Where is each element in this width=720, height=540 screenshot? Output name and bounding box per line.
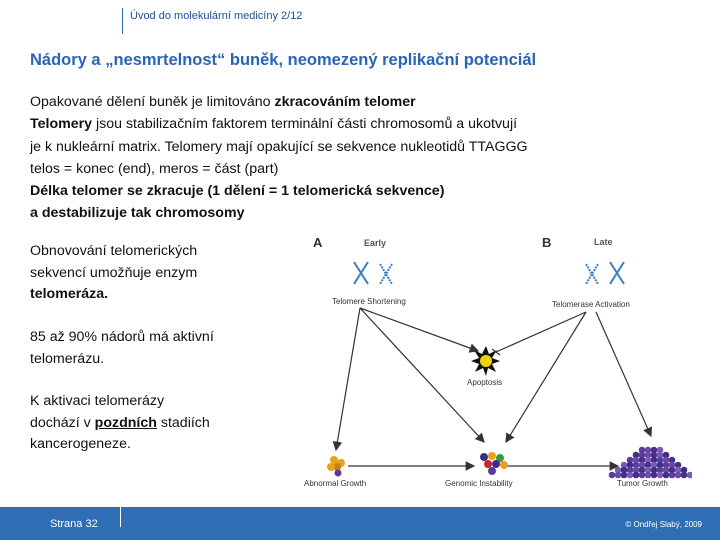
footer-divider <box>120 507 121 527</box>
body-line-4: telos = konec (end), meros = část (part) <box>30 160 279 177</box>
header-divider <box>122 8 123 34</box>
early-chromosomes-icon <box>354 262 392 284</box>
flow-arrows <box>336 308 651 466</box>
copyright-notice: © Ondřej Slabý, 2009 <box>625 520 702 529</box>
genomic-instability-cells-icon <box>480 452 508 475</box>
tumor-growth-label: Tumor Growth <box>617 479 668 488</box>
telomere-cancer-figure <box>296 228 692 494</box>
header-course-title: Úvod do molekulární medicíny 2/12 <box>130 10 303 22</box>
panel-a-label: Early <box>364 238 387 248</box>
abnormal-growth-label: Abnormal Growth <box>304 479 367 488</box>
panel-b-label: Late <box>594 237 613 247</box>
body-line-2: Telomery jsou stabilizačním faktorem terminální části chromosomů a ukotvují <box>30 116 518 133</box>
panel-b-letter: B <box>542 235 552 250</box>
telomerase-paragraph: Obnovování telomerických sekvencí umožňuje enzym telomeráza. <box>30 243 198 302</box>
panel-a-letter: A <box>313 235 323 250</box>
genomic-instability-label: Genomic Instability <box>445 479 513 488</box>
activation-paragraph: K aktivaci telomerázy dochází v pozdních stadiích kancerogeneze. <box>30 393 210 452</box>
slide-title: Nádory a „nesmrtelnost“ buněk, neomezený replikační potenciál <box>30 51 537 69</box>
late-chromosomes-icon <box>586 262 624 284</box>
telomere-shortening-label: Telomere Shortening <box>332 297 406 306</box>
tumor-percent-paragraph: 85 až 90% nádorů má aktivní telomerázu. <box>30 329 214 367</box>
body-line-3: je k nukleární matrix. Telomery mají opakující se sekvence nukleotidů TTAGGG <box>30 138 528 155</box>
abnormal-growth-cells-icon <box>327 456 345 477</box>
tumor-growth-cells-icon <box>609 447 692 479</box>
body-line-1: Opakované dělení buněk je limitováno zkracováním telomer <box>30 94 416 110</box>
apoptosis-label: Apoptosis <box>467 378 503 387</box>
late-stages-emphasis: pozdních <box>94 414 157 431</box>
footer-bar <box>0 507 720 540</box>
body-line-5: Délka telomer se zkracuje (1 dělení = 1 telomerická sekvence) <box>30 183 445 200</box>
telomerase-activation-label: Telomerase Activation <box>552 300 630 309</box>
page-number: Strana 32 <box>50 518 98 530</box>
intro-paragraph <box>30 91 630 225</box>
figure-diagram <box>296 228 692 494</box>
body-line-6: a destabilizuje tak chromosomy <box>30 205 245 222</box>
